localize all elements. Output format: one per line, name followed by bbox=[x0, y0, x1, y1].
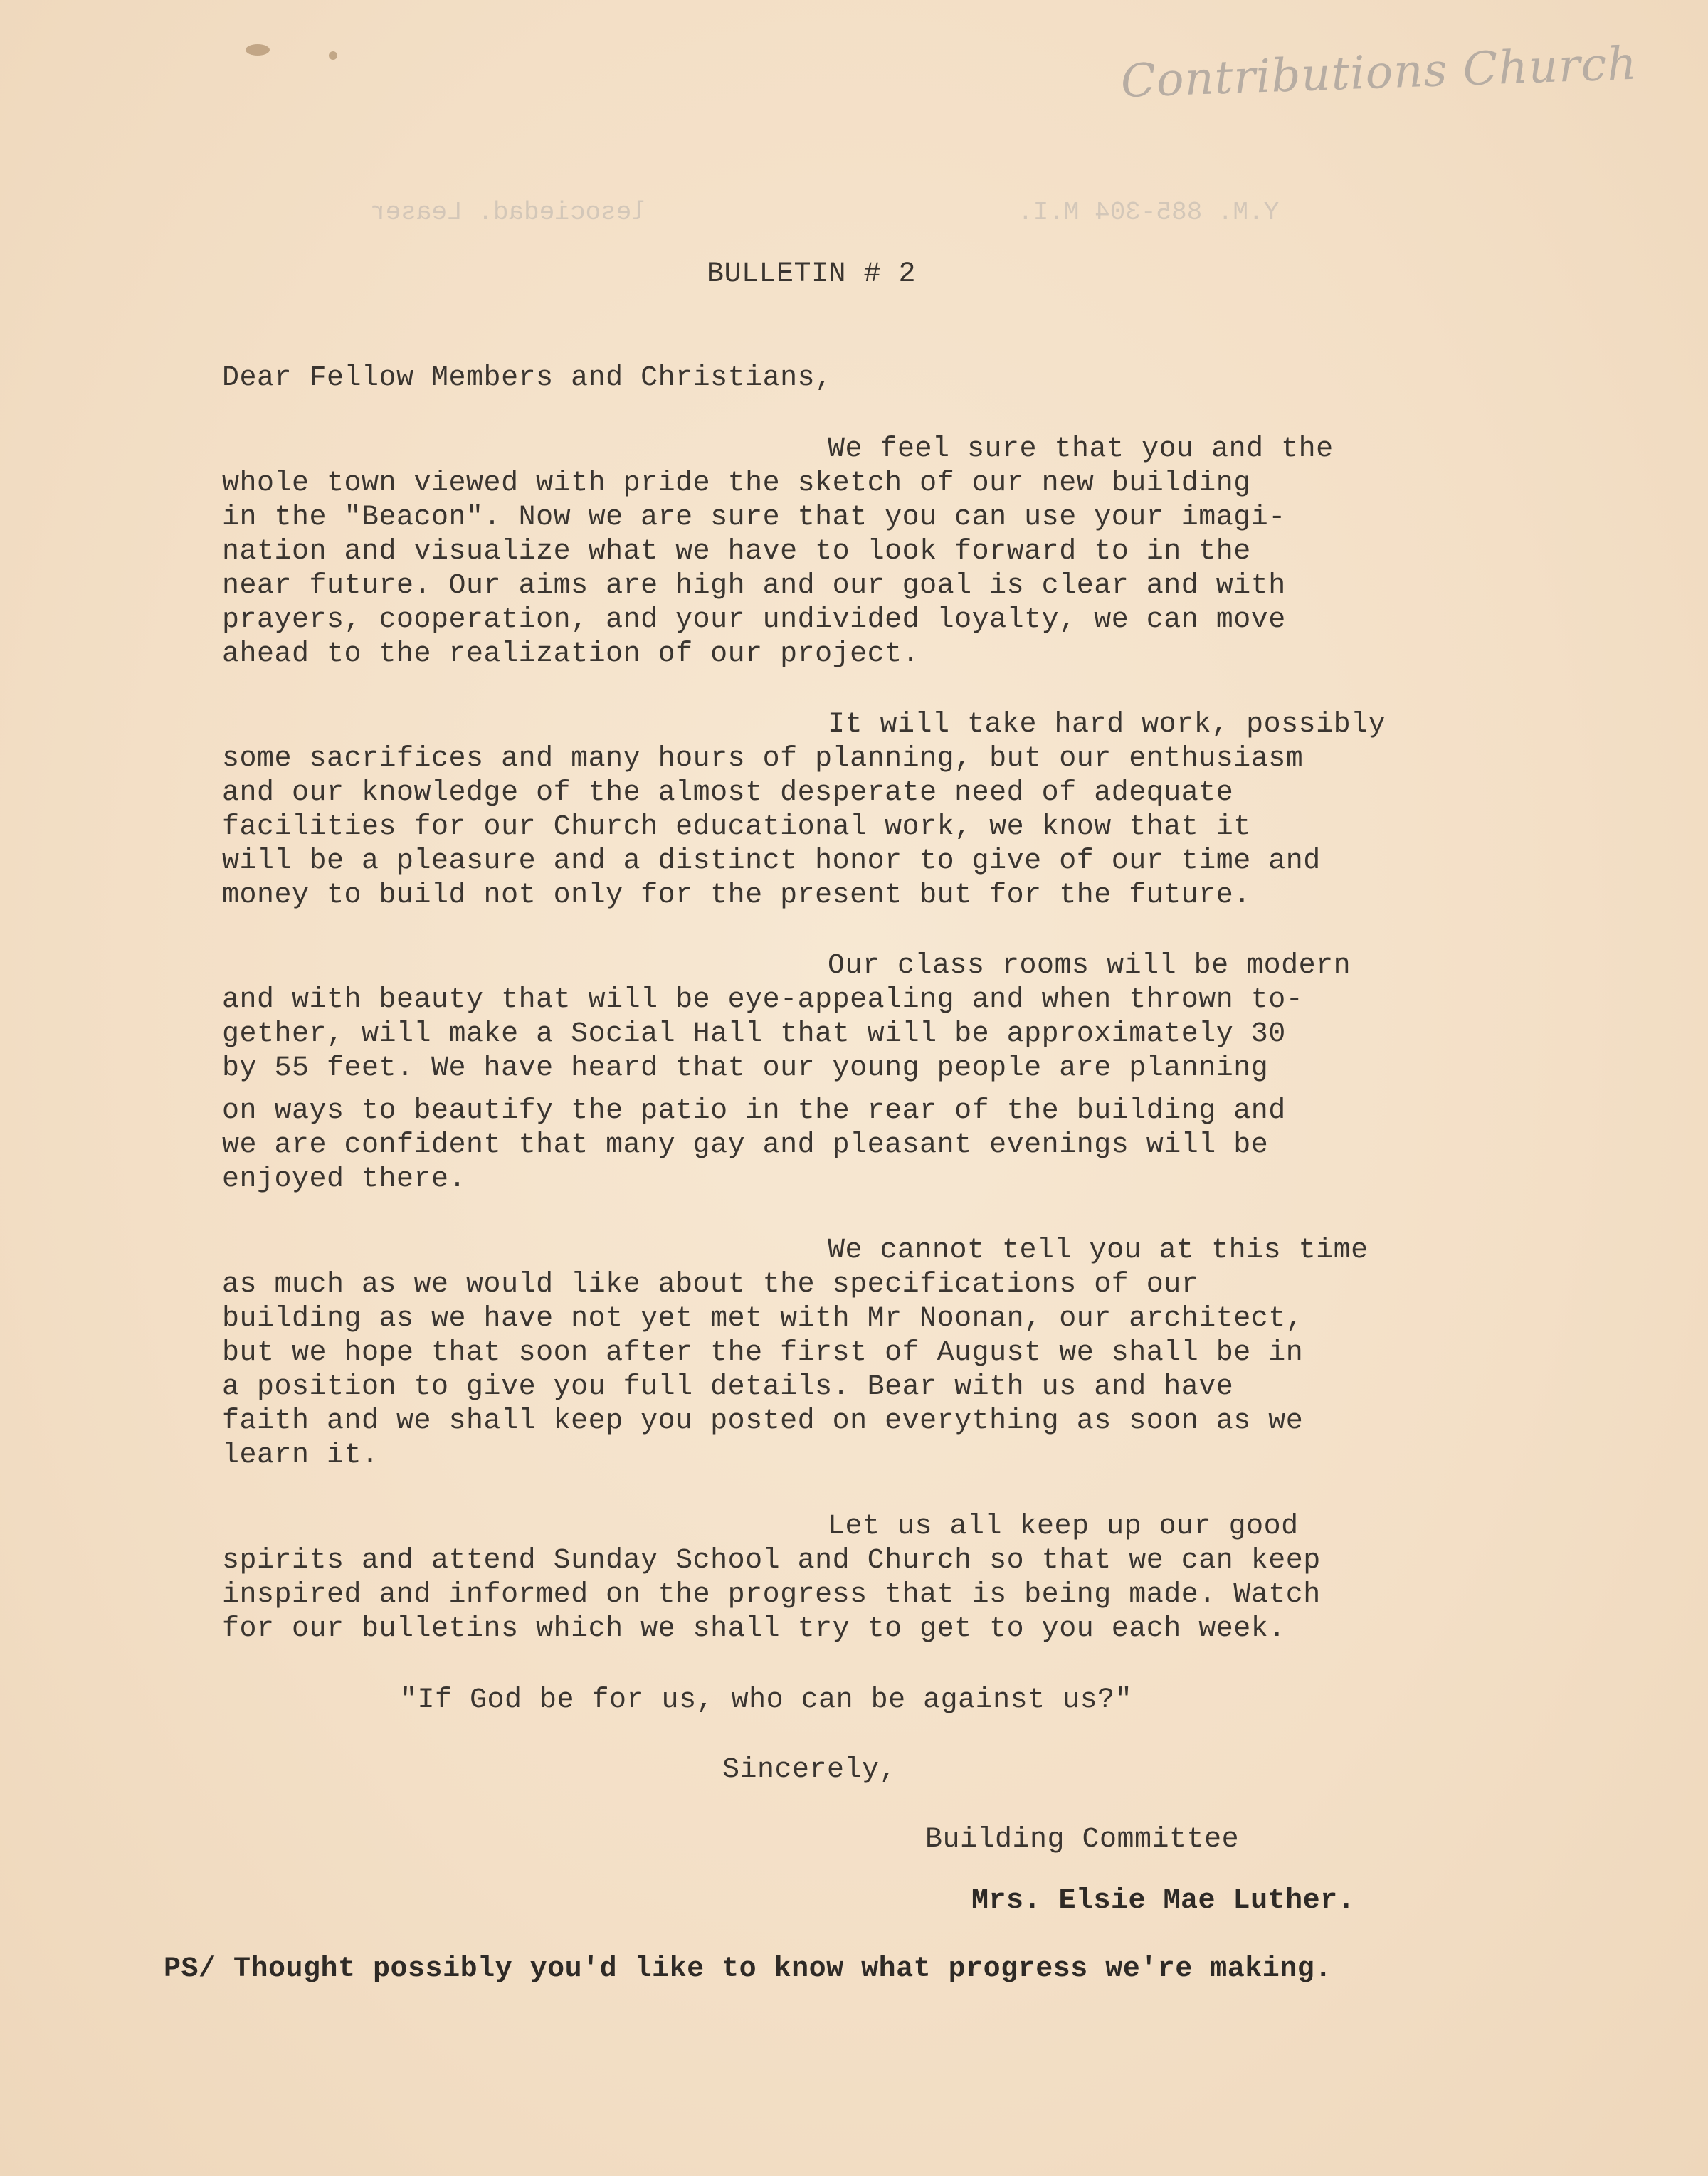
paragraph-line: some sacrifices and many hours of planning, but our enthusiasm bbox=[222, 743, 1304, 775]
salutation: Dear Fellow Members and Christians, bbox=[222, 362, 833, 394]
paragraph-line: near future. Our aims are high and our goal is clear and with bbox=[222, 570, 1286, 602]
signer-name: Mrs. Elsie Mae Luther. bbox=[971, 1885, 1356, 1917]
bleed-through-text-right: Y.M. 885-304 M.I. bbox=[1018, 198, 1280, 227]
paragraph-line: gether, will make a Social Hall that will be approximately 30 bbox=[222, 1018, 1286, 1050]
paragraph-line: but we hope that soon after the first of August we shall be in bbox=[222, 1337, 1304, 1369]
bleed-through-text-left: lesociedad. Leaser bbox=[370, 198, 647, 227]
scripture-quote: "If God be for us, who can be against us?" bbox=[400, 1684, 1133, 1716]
paragraph-line: for our bulletins which we shall try to get to you each week. bbox=[222, 1613, 1286, 1645]
paragraph-first-line: Let us all keep up our good bbox=[828, 1511, 1299, 1543]
paragraph-line: spirits and attend Sunday School and Church so that we can keep bbox=[222, 1545, 1321, 1577]
paper-stain bbox=[329, 51, 337, 60]
paragraph-line: on ways to beautify the patio in the rear of the building and bbox=[222, 1095, 1286, 1127]
paragraph-line: learn it. bbox=[222, 1440, 379, 1472]
paragraph-line: facilities for our Church educational work, we know that it bbox=[222, 811, 1251, 843]
paragraph-line: building as we have not yet met with Mr Noonan, our architect, bbox=[222, 1303, 1304, 1335]
paragraph-line: faith and we shall keep you posted on everything as soon as we bbox=[222, 1405, 1304, 1437]
paragraph-line: and our knowledge of the almost desperate need of adequate bbox=[222, 777, 1234, 809]
paper-stain bbox=[246, 44, 270, 56]
paragraph-first-line: It will take hard work, possibly bbox=[828, 709, 1386, 741]
paragraph-line: enjoyed there. bbox=[222, 1163, 467, 1195]
closing: Sincerely, bbox=[722, 1754, 897, 1786]
paragraph-line: will be a pleasure and a distinct honor to give of our time and bbox=[222, 845, 1321, 877]
bulletin-title: BULLETIN # 2 bbox=[707, 258, 917, 290]
paragraph-line: prayers, cooperation, and your undivided loyalty, we can move bbox=[222, 604, 1286, 636]
paragraph-line: in the "Beacon". Now we are sure that you can use your imagi- bbox=[222, 502, 1286, 534]
committee-name: Building Committee bbox=[925, 1824, 1240, 1856]
paragraph-first-line: Our class rooms will be modern bbox=[828, 950, 1351, 982]
handwritten-annotation: Contributions Church bbox=[1119, 37, 1638, 108]
paragraph-line: and with beauty that will be eye-appealing and when thrown to- bbox=[222, 984, 1304, 1016]
paragraph-line: by 55 feet. We have heard that our young people are planning bbox=[222, 1052, 1269, 1084]
paragraph-line: money to build not only for the present but for the future. bbox=[222, 880, 1251, 912]
paragraph-line: whole town viewed with pride the sketch of our new building bbox=[222, 468, 1251, 500]
paragraph-line: ahead to the realization of our project. bbox=[222, 638, 920, 670]
paragraph-first-line: We cannot tell you at this time bbox=[828, 1235, 1369, 1267]
paragraph-line: we are confident that many gay and pleasant evenings will be bbox=[222, 1129, 1269, 1161]
paragraph-line: as much as we would like about the specifications of our bbox=[222, 1269, 1199, 1301]
paragraph-line: a position to give you full details. Bear with us and have bbox=[222, 1371, 1234, 1403]
postscript: PS/ Thought possibly you'd like to know what progress we're making. bbox=[164, 1953, 1332, 1985]
paragraph-first-line: We feel sure that you and the bbox=[828, 433, 1334, 465]
paragraph-line: nation and visualize what we have to look forward to in the bbox=[222, 536, 1251, 568]
paragraph-line: inspired and informed on the progress that is being made. Watch bbox=[222, 1579, 1321, 1611]
